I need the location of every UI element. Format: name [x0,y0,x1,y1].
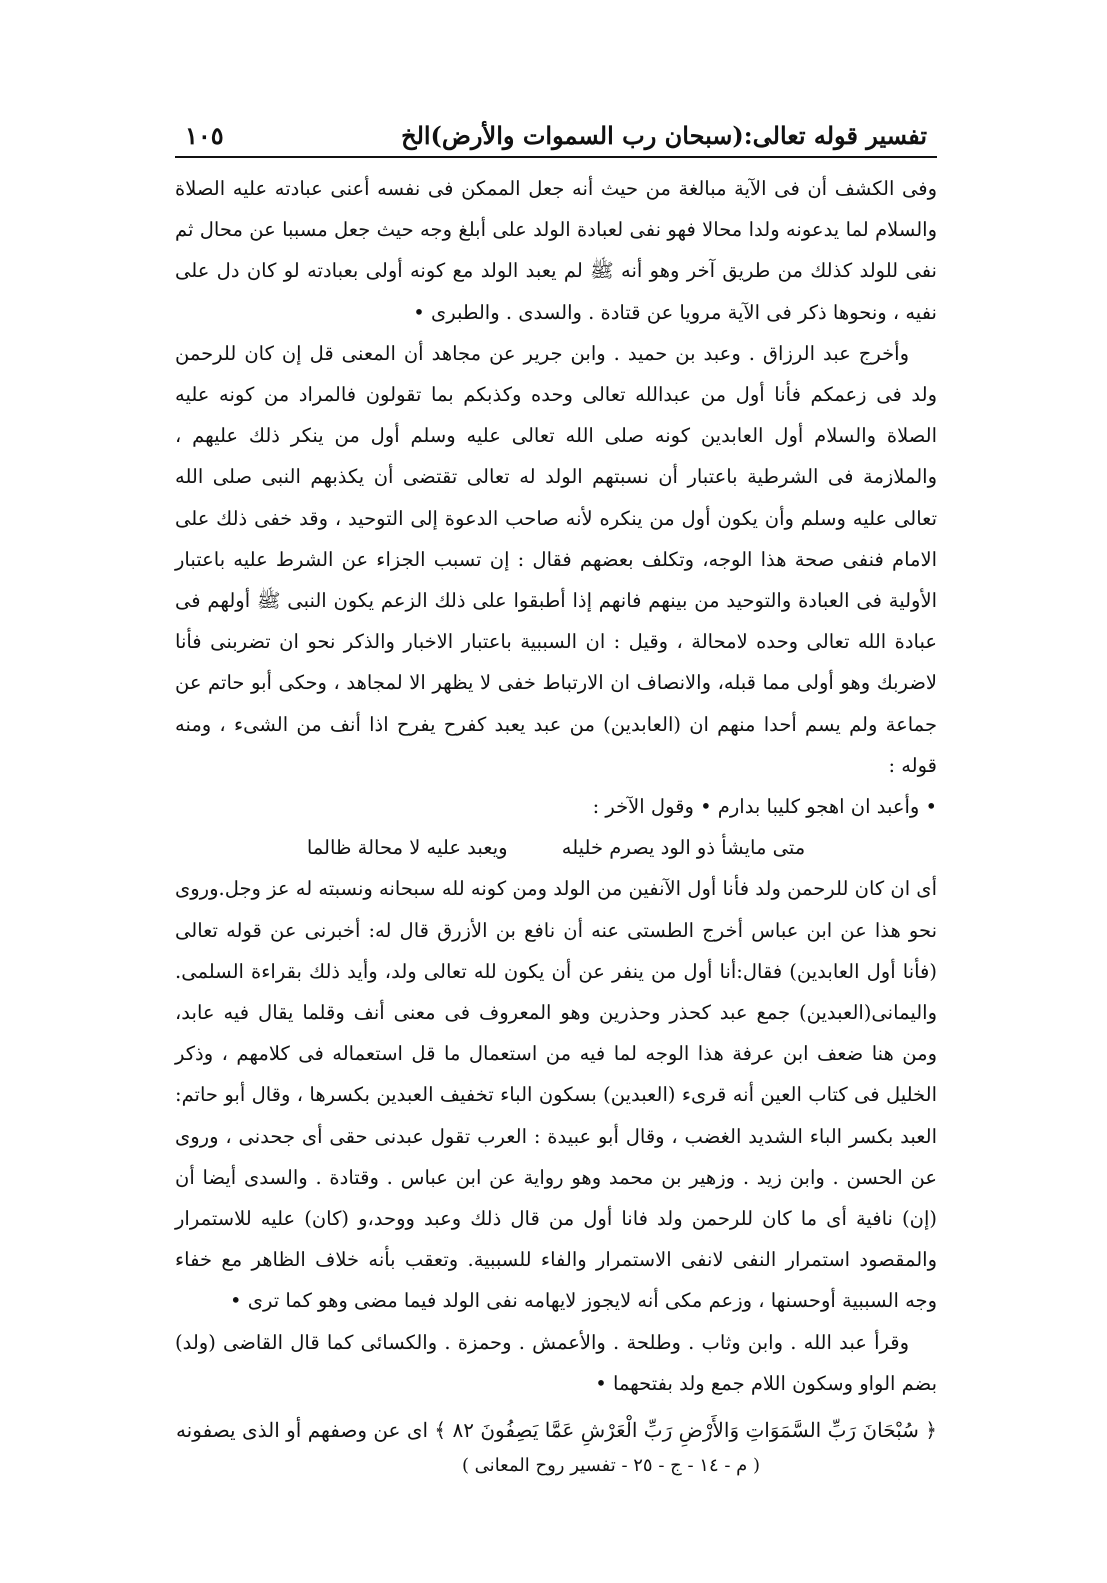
header-rule [175,156,937,158]
page-number: ١٠٥ [185,121,224,150]
paragraph-quote-intro: • وأعبد ان اهجو كليبا بدارم • وقول الآخر : [592,795,937,819]
page-header [175,100,937,154]
body-text [175,168,937,1481]
paragraph-anifin: أى ان كان للرحمن ولد فأنا أول الآنفين من الولد ومن كونه لله سبحانه ونسبته له عز وجل.وروى نحو هذا عن ابن عباس أخرج الطستى عنه أن نافع بن الأزرق قال له: أخبرنى عن قوله تعالى (فأنا أول العابدين) فقال:أنا أول من ينفر عن أن يكون لله تعالى ولد، وأيد ذلك بقراءة السلمى. واليمانى(العبدين) جمع عبد كحذر وحذرين وهو المعروف فى معنى أنف وقلما يقال فيه عابد، ومن هنا ضعف ابن عرفة هذا الوجه لما فيه من استعمال ما قل استعماله فى كلامهم ، وذكر الخليل فى كتاب العين أنه قرىء (العبدين) بسكون الباء تخفيف العبدين بكسرها ، وقال أبو حاتم: العبد بكسر الباء الشديد الغضب ، وقال أبو عبيدة : العرب تقول عبدنى حقى أى جحدنى ، وروى عن الحسن . وابن زيد . وزهير بن محمد وهو رواية عن ابن عباس . وقتادة . والسدى أيضا أن (إن) نافية أى ما كان للرحمن ولد فانا أول من قال ذلك وعبد ووحد،و (كان) عليه للاستمرار والمقصود استمرار النفى لانفى الاستمرار والفاء للسببية. وتعقب بأنه خلاف الظاهر مع خفاء وجه السببية أوحسنها ، وزعم مكى أنه لايجوز لايهامه نفى الولد فيما مضى وهو كما ترى • [175,877,937,1313]
paragraph-kashshaf: وفى الكشف أن فى الآية مبالغة من حيث أنه جعل الممكن فى نفسه أعنى عبادته عليه الصلاة والسلام لما يدعونه ولدا محالا فهو نفى لعبادة الولد على أبلغ وجه حيث جعل مسببا عن محال ثم نفى للولد كذلك من طريق آخر وهو أنه ﷺ لم يعبد الولد مع كونه أولى بعبادته لو كان دل على نفيه ، ونحوها ذكر فى الآية مرويا عن قتادة . والسدى . والطبرى • [175,177,937,324]
printer-signature: ( م - ١٤ - ج - ٢٥ - تفسير روح المعانى ) [461,1455,761,1477]
running-title: تفسير قوله تعالى:(سبحان رب السموات والأرض)الخ [401,121,927,150]
poetry-verse [175,827,937,868]
paragraph-mujahid: وأخرج عبد الرزاق . وعبد بن حميد . وابن جرير عن مجاهد أن المعنى قل إن كان للرحمن ولد فى زعمكم فأنا أول من عبدالله تعالى وحده وكذبكم بما تقولون فالمراد من كونه عليه الصلاة والسلام أول العابدين كونه صلى الله تعالى عليه وسلم أول من ينكر ذلك عليهم ، والملازمة فى الشرطية باعتبار أن نسبتهم الولد له تعالى تقتضى أن يكذبهم النبى صلى الله تعالى عليه وسلم وأن يكون أول من ينكره لأنه صاحب الدعوة إلى التوحيد ، وقد خفى ذلك على الامام فنفى صحة هذا الوجه، وتكلف بعضهم فقال : إن تسبب الجزاء عن الشرط عليه باعتبار الأولية فى العبادة والتوحيد من بينهم فانهم إذا أطبقوا على ذلك الزعم يكون النبى ﷺ أولهم فى عبادة الله تعالى وحده لامحالة ، وقيل : ان السببية باعتبار الاخبار والذكر نحو ان تضربنى فأنا لاضربك وهو أولى مما قبله، والانصاف ان الارتباط خفى لا يظهر الا لمجاهد ، وحكى أبو حاتم عن جماعة ولم يسم أحدا منهم ان (العابدين) من عبد يعبد كفرح يفرح اذا أنف من الشىء ، ومنه قوله : [175,341,937,777]
verse-hemistich-1: متى مايشأ ذو الود يصرم خليله [561,836,806,860]
quran-verse-82: ﴿ سُبْحَانَ رَبِّ السَّمَوَاتِ وَالأَرْضِ رَبِّ الْعَرْشِ عَمَّا يَصِفُونَ ٨٢ ﴾ اى عن وصفهم أو الذى يصفونه [175,1418,937,1443]
verse-hemistich-2: ويعبد عليه لا محالة ظالما [306,836,508,860]
paragraph-qiraat: وقرأ عبد الله . وابن وثاب . وطلحة . والأعمش . وحمزة . والكسائى كما قال القاضى (ولد) بضم الواو وسكون اللام جمع ولد بفتحهما • [175,1330,937,1395]
